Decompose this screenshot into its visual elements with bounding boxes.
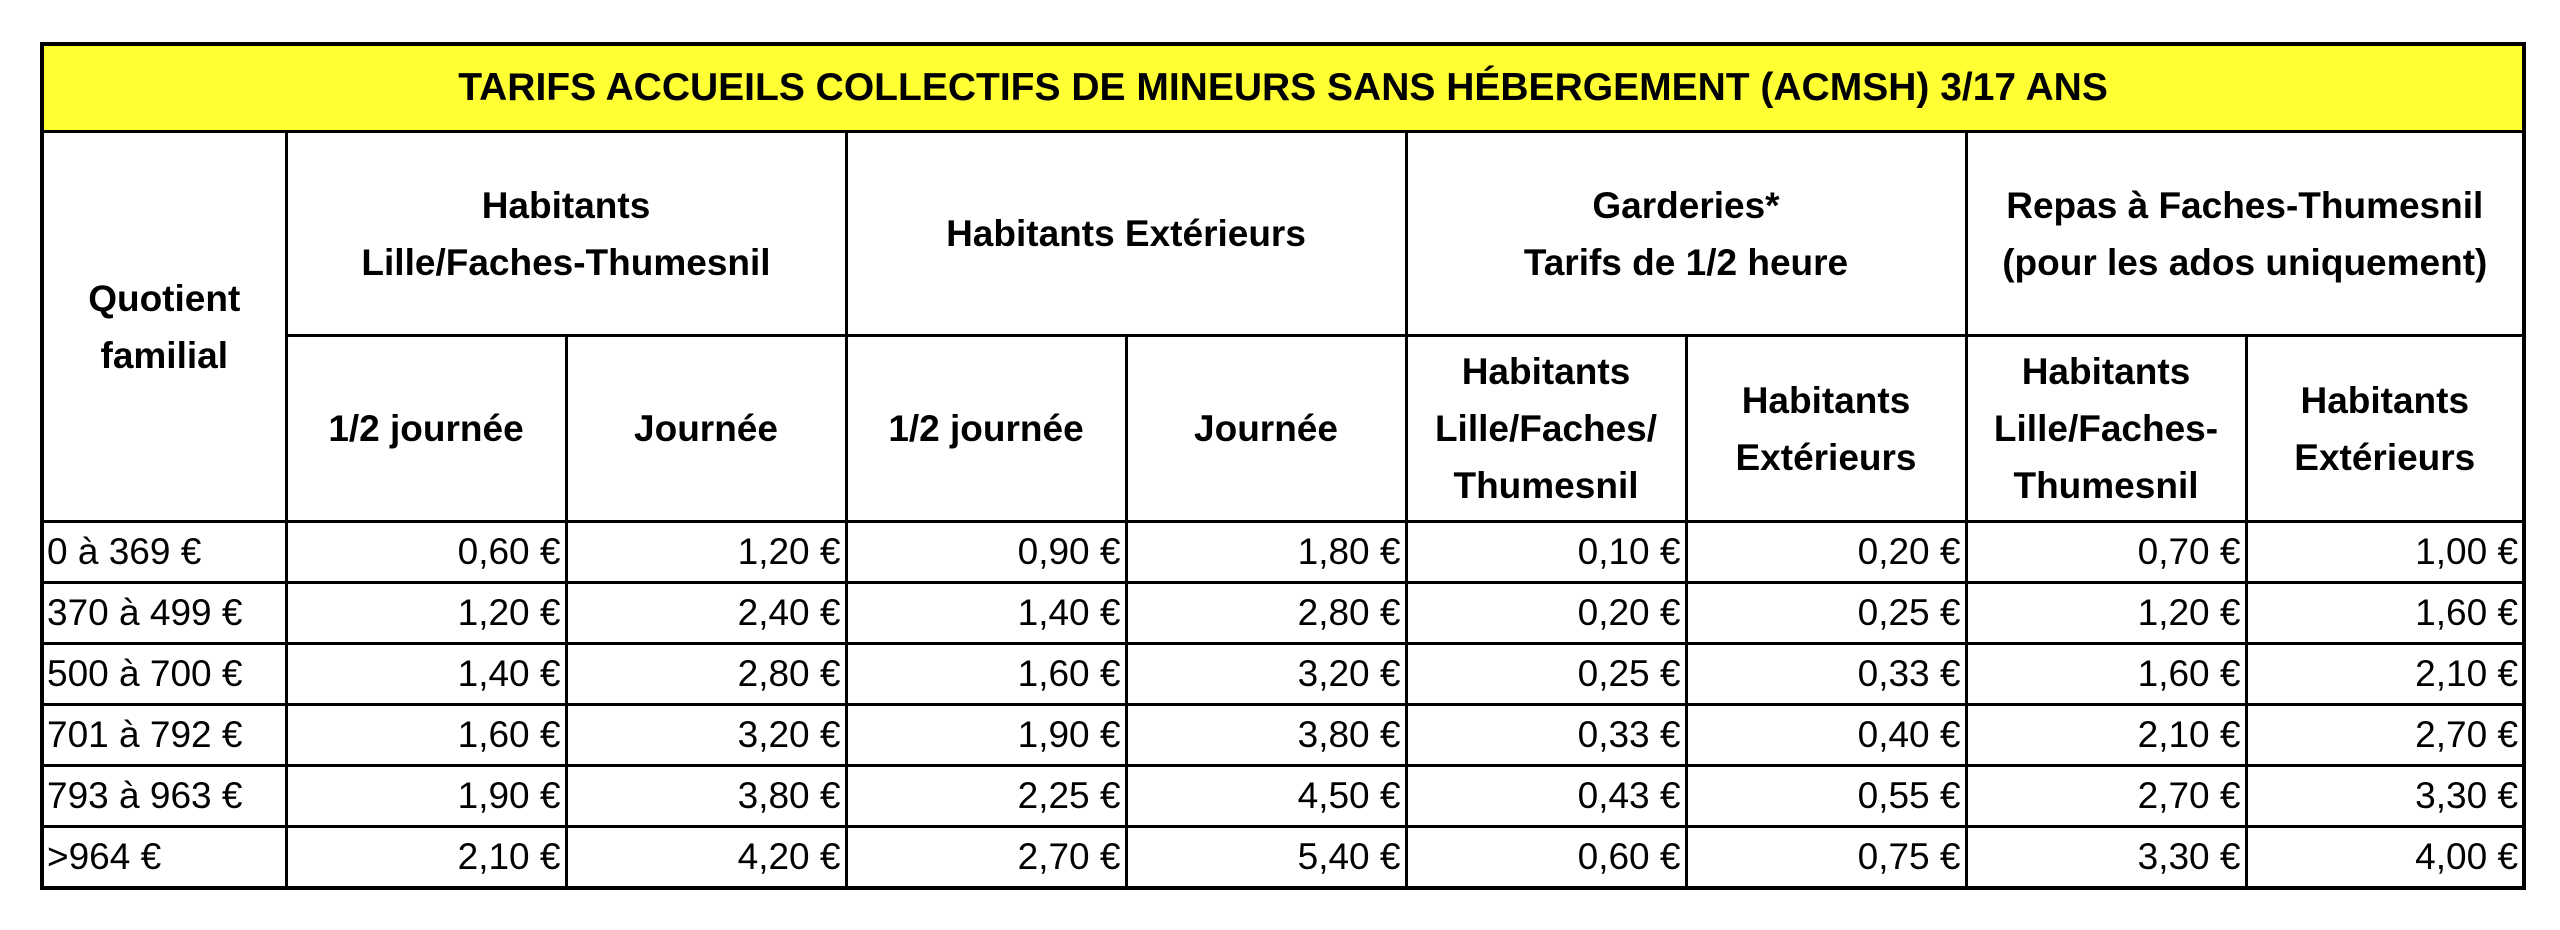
price-cell: 1,80 € [1126,522,1406,583]
price-cell: 1,20 € [1966,583,2246,644]
group-header-lille-faches [286,132,846,336]
price-cell: 2,10 € [286,827,566,889]
subheader-cell [1686,336,1966,522]
price-cell: 0,75 € [1686,827,1966,889]
table-title: TARIFS ACCUEILS COLLECTIFS DE MINEURS SANS HÉBERGEMENT (ACMSH) 3/17 ANS [42,44,2524,132]
price-cell: 0,55 € [1686,766,1966,827]
table-row [42,827,2524,889]
header-line: Journée [634,408,778,449]
table-row [42,583,2524,644]
price-cell: 3,30 € [2246,766,2524,827]
table-row [42,522,2524,583]
header-line: (pour les ados uniquement) [2002,241,2488,283]
price-cell: 3,80 € [1126,705,1406,766]
price-cell: 4,50 € [1126,766,1406,827]
price-cell: 0,60 € [286,522,566,583]
table-row [42,766,2524,827]
header-line: Garderies* [1592,184,1780,226]
header-line: Extérieurs [2294,436,2476,478]
header-line: 1/2 journée [328,408,524,449]
table-body [42,522,2524,889]
group-header-repas [1966,132,2524,336]
group-header-exterieurs [846,132,1406,336]
subheader-cell [846,336,1126,522]
quotient-cell: 793 à 963 € [42,766,286,827]
price-cell: 0,70 € [1966,522,2246,583]
header-line: Habitants [2021,351,2191,392]
price-cell: 2,25 € [846,766,1126,827]
price-cell: 1,20 € [566,522,846,583]
header-line: Extérieurs [1735,436,1917,478]
price-cell: 2,80 € [1126,583,1406,644]
subheader-row [42,336,2524,522]
price-cell: 2,70 € [846,827,1126,889]
price-cell: 0,33 € [1686,644,1966,705]
price-cell: 0,20 € [1406,583,1686,644]
price-cell: 1,40 € [286,644,566,705]
subheader-cell [1406,336,1686,522]
price-cell: 0,10 € [1406,522,1686,583]
price-cell: 1,60 € [2246,583,2524,644]
price-cell: 3,20 € [566,705,846,766]
tariff-table-container [40,42,2522,890]
price-cell: 5,40 € [1126,827,1406,889]
price-cell: 1,60 € [846,644,1126,705]
header-line: Lille/Faches- [1993,408,2219,449]
header-line: Tarifs de 1/2 heure [1523,241,1849,283]
price-cell: 2,70 € [1966,766,2246,827]
table-row [42,705,2524,766]
price-cell: 1,90 € [286,766,566,827]
price-cell: 0,40 € [1686,705,1966,766]
price-cell: 0,43 € [1406,766,1686,827]
header-line: Thumesnil [1453,465,1639,506]
header-line: Lille/Faches/ [1434,408,1658,449]
price-cell: 1,90 € [846,705,1126,766]
price-cell: 2,10 € [1966,705,2246,766]
subheader-cell [566,336,846,522]
header-line: Habitants [1461,351,1631,392]
price-cell: 1,60 € [1966,644,2246,705]
price-cell: 0,60 € [1406,827,1686,889]
price-cell: 2,70 € [2246,705,2524,766]
table-row [42,644,2524,705]
quotient-cell: 500 à 700 € [42,644,286,705]
header-line: Lille/Faches-Thumesnil [361,241,771,283]
price-cell: 4,20 € [566,827,846,889]
price-cell: 1,60 € [286,705,566,766]
price-cell: 3,20 € [1126,644,1406,705]
quotient-cell: 370 à 499 € [42,583,286,644]
header-line: Thumesnil [2013,465,2199,506]
subheader-cell [1126,336,1406,522]
header-quotient-familial [42,132,286,522]
price-cell: 0,25 € [1686,583,1966,644]
quotient-cell: 0 à 369 € [42,522,286,583]
header-line: Quotient [88,277,241,319]
price-cell: 0,33 € [1406,705,1686,766]
header-line: Habitants [481,184,651,226]
header-line: familial [100,334,228,376]
header-line: Habitants Extérieurs [946,213,1306,254]
header-line: Repas à Faches-Thumesnil [2006,184,2484,226]
price-cell: 1,20 € [286,583,566,644]
subheader-cell [2246,336,2524,522]
header-line: Habitants [2300,379,2470,421]
price-cell: 0,90 € [846,522,1126,583]
price-cell: 1,40 € [846,583,1126,644]
price-cell: 2,10 € [2246,644,2524,705]
header-line: Journée [1194,408,1338,449]
header-line: 1/2 journée [888,408,1084,449]
price-cell: 0,20 € [1686,522,1966,583]
price-cell: 1,00 € [2246,522,2524,583]
subheader-cell [286,336,566,522]
group-header-garderies [1406,132,1966,336]
price-cell: 3,30 € [1966,827,2246,889]
price-cell: 4,00 € [2246,827,2524,889]
price-cell: 2,40 € [566,583,846,644]
header-line: Habitants [1741,379,1911,421]
price-cell: 0,25 € [1406,644,1686,705]
subheader-cell [1966,336,2246,522]
price-cell: 3,80 € [566,766,846,827]
price-cell: 2,80 € [566,644,846,705]
tariff-table [40,42,2526,890]
quotient-cell: >964 € [42,827,286,889]
quotient-cell: 701 à 792 € [42,705,286,766]
